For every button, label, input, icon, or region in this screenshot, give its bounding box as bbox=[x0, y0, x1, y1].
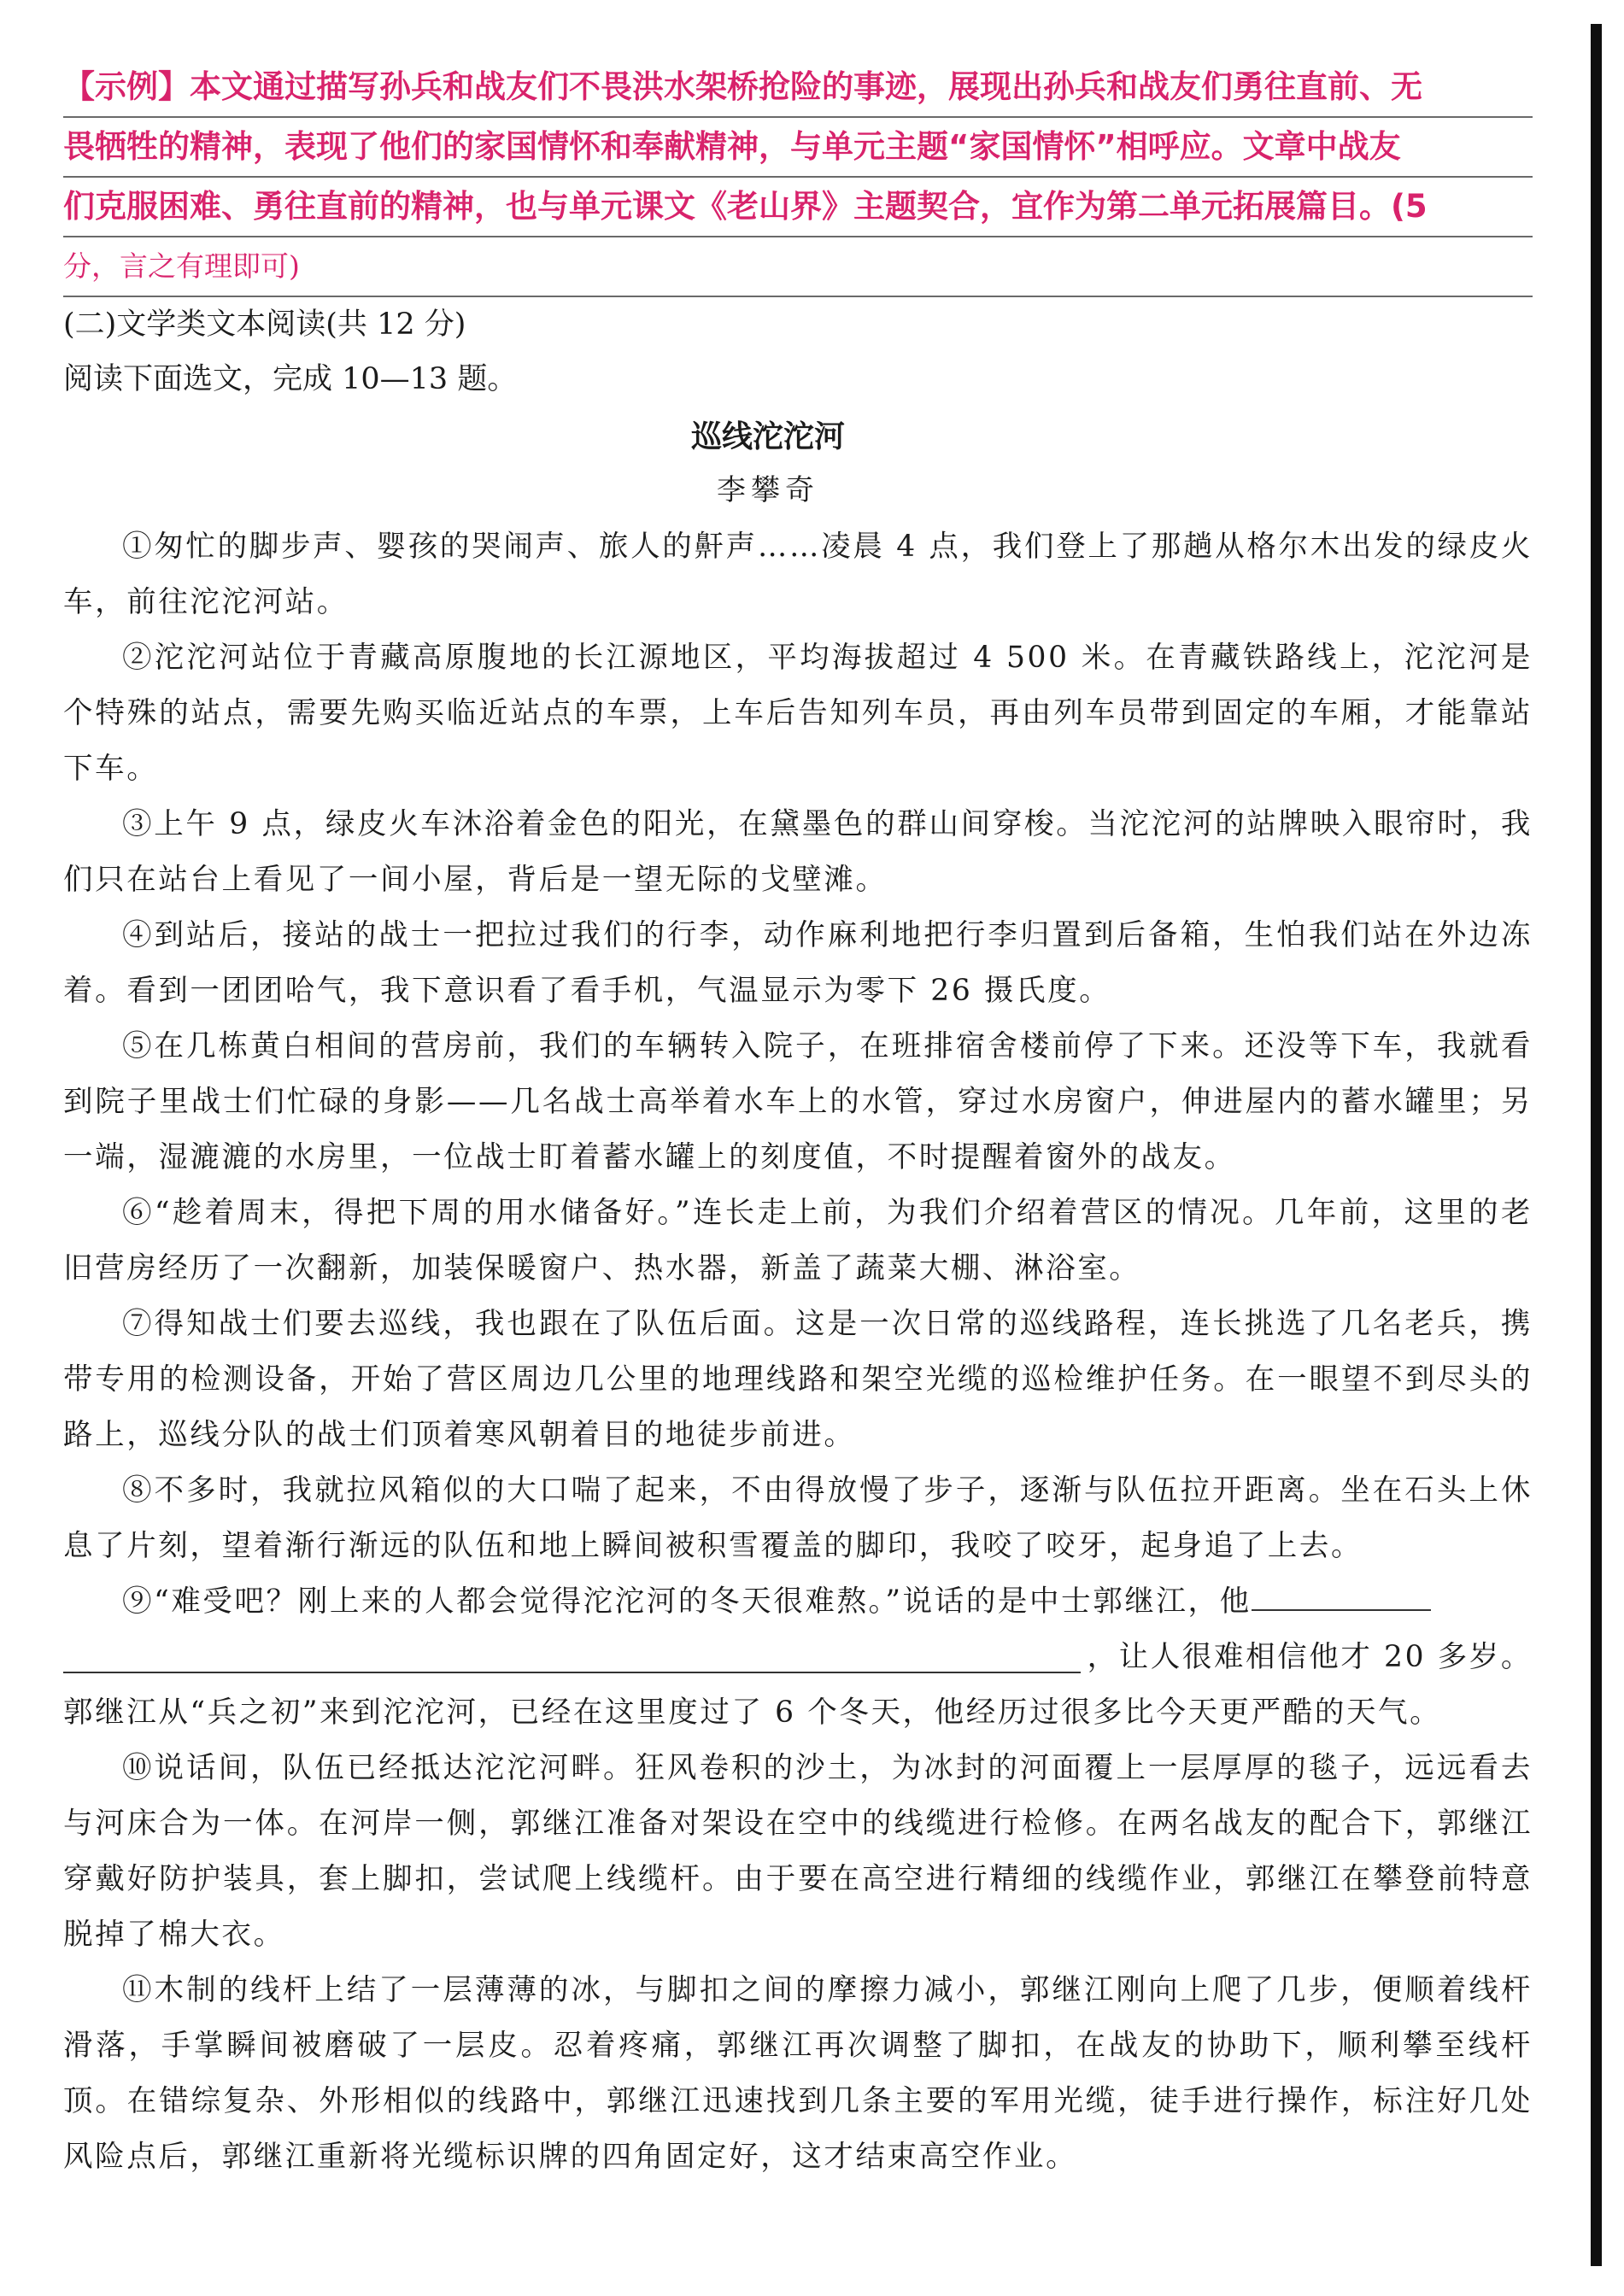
paragraph: ③上午 9 点，绿皮火车沐浴着金色的阳光，在黛墨色的群山间穿梭。当沱沱河的站牌映入眼帘时，我们只在站台上看见了一间小屋，背后是一望无际的戈壁滩。 bbox=[63, 807, 1533, 897]
paragraph: ⑤在几栋黄白相间的营房前，我们的车辆转入院子，在班排宿舍楼前停了下来。还没等下车，我就看到院子里战士们忙碌的身影——几名战士高举着水车上的水管，穿过水房窗户，伸进屋内的蓄水罐里；另一端，湿漉漉的水房里，一位战士盯着蓄水罐上的刻度值，不时提醒着窗外的战友。 bbox=[63, 1029, 1533, 1174]
paragraph-9-blank-row bbox=[63, 1630, 1533, 1685]
scan-edge-bar bbox=[1591, 24, 1602, 2266]
fill-in-blank-continued[interactable] bbox=[63, 1643, 1081, 1673]
answer-line: 【示例】本文通过描写孙兵和战友们不畏洪水架桥抢险的事迹，展现出孙兵和战友们勇往直前、无 bbox=[63, 58, 1533, 118]
article-title: 巡线沱沱河 bbox=[690, 419, 845, 454]
sample-answer-block bbox=[63, 58, 1533, 297]
article-body bbox=[63, 519, 1533, 2185]
paragraph: ⑧不多时，我就拉风箱似的大口喘了起来，不由得放慢了步子，逐渐与队伍拉开距离。坐在石头上休息了片刻，望着渐行渐远的队伍和地上瞬间被积雪覆盖的脚印，我咬了咬牙，起身追了上去。 bbox=[63, 1473, 1533, 1563]
paragraph-9-text: ⑨“难受吧？刚上来的人都会觉得沱沱河的冬天很难熬。”说话的是中士郭继江，他 bbox=[122, 1584, 1252, 1619]
paragraph-9-end: 郭继江从“兵之初”来到沱沱河，已经在这里度过了 6 个冬天，他经历过很多比今天更严酷的天气。 bbox=[63, 1696, 1442, 1730]
reading-instruction: 阅读下面选文，完成 10—13 题。 bbox=[63, 362, 518, 396]
paragraph: ⑩说话间，队伍已经抵达沱沱河畔。狂风卷积的沙土，为冰封的河面覆上一层厚厚的毯子，远远看去与河床合为一体。在河岸一侧，郭继江准备对架设在空中的线缆进行检修。在两名战友的配合下，郭继江穿戴好防护装具，套上脚扣，尝试爬上线缆杆。由于要在高空进行精细的线缆作业，郭继江在攀登前特意脱掉了棉大衣。 bbox=[63, 1751, 1533, 1952]
answer-line: 畏牺牲的精神，表现了他们的家国情怀和奉献精神，与单元主题“家国情怀”相呼应。文章中战友 bbox=[63, 118, 1533, 178]
paragraph: ⑪木制的线杆上结了一层薄薄的冰，与脚扣之间的摩擦力减小，郭继江刚向上爬了几步，便顺着线杆滑落，手掌瞬间被磨破了一层皮。忍着疼痛，郭继江再次调整了脚扣，在战友的协助下，顺利攀至线杆顶。在错综复杂、外形相似的线路中，郭继江迅速找到几条主要的军用光缆，徒手进行操作，标注好几处风险点后，郭继江重新将光缆标识牌的四角固定好，这才结束高空作业。 bbox=[63, 1973, 1533, 2174]
article-author: 李攀奇 bbox=[717, 473, 819, 507]
paragraph: ⑦得知战士们要去巡线，我也跟在了队伍后面。这是一次日常的巡线路程，连长挑选了几名老兵，携带专用的检测设备，开始了营区周边几公里的地理线路和架空光缆的巡检维护任务。在一眼望不到尽头的路上，巡线分队的战士们顶着寒风朝着目的地徒步前进。 bbox=[63, 1307, 1533, 1452]
paragraph: ④到站后，接站的战士一把拉过我们的行李，动作麻利地把行李归置到后备箱，生怕我们站在外边冻着。看到一团团哈气，我下意识看了看手机，气温显示为零下 26 摄氏度。 bbox=[63, 918, 1533, 1008]
paragraph-9-start bbox=[63, 1574, 1533, 1630]
section-heading: (二)文学类文本阅读(共 12 分) bbox=[63, 308, 466, 342]
paragraph-9-mid: ，让人很难相信他才 20 多岁。 bbox=[1087, 1640, 1533, 1674]
paragraph: ①匆忙的脚步声、婴孩的哭闹声、旅人的鼾声……凌晨 4 点，我们登上了那趟从格尔木出发的绿皮火车，前往沱沱河站。 bbox=[63, 530, 1533, 619]
fill-in-blank[interactable] bbox=[1252, 1580, 1431, 1611]
paragraph: ⑥“趁着周末，得把下周的用水储备好。”连长走上前，为我们介绍着营区的情况。几年前，这里的老旧营房经历了一次翻新，加装保暖窗户、热水器，新盖了蔬菜大棚、淋浴室。 bbox=[63, 1196, 1533, 1286]
paragraph: ②沱沱河站位于青藏高原腹地的长江源地区，平均海拔超过 4 500 米。在青藏铁路线上，沱沱河是个特殊的站点，需要先购买临近站点的车票，上车后告知列车员，再由列车员带到固定的车厢，才能靠站下车。 bbox=[63, 641, 1533, 786]
answer-line: 们克服困难、勇往直前的精神，也与单元课文《老山界》主题契合，宜作为第二单元拓展篇目。(5 bbox=[63, 178, 1533, 237]
answer-line: 分，言之有理即可) bbox=[63, 237, 1533, 297]
